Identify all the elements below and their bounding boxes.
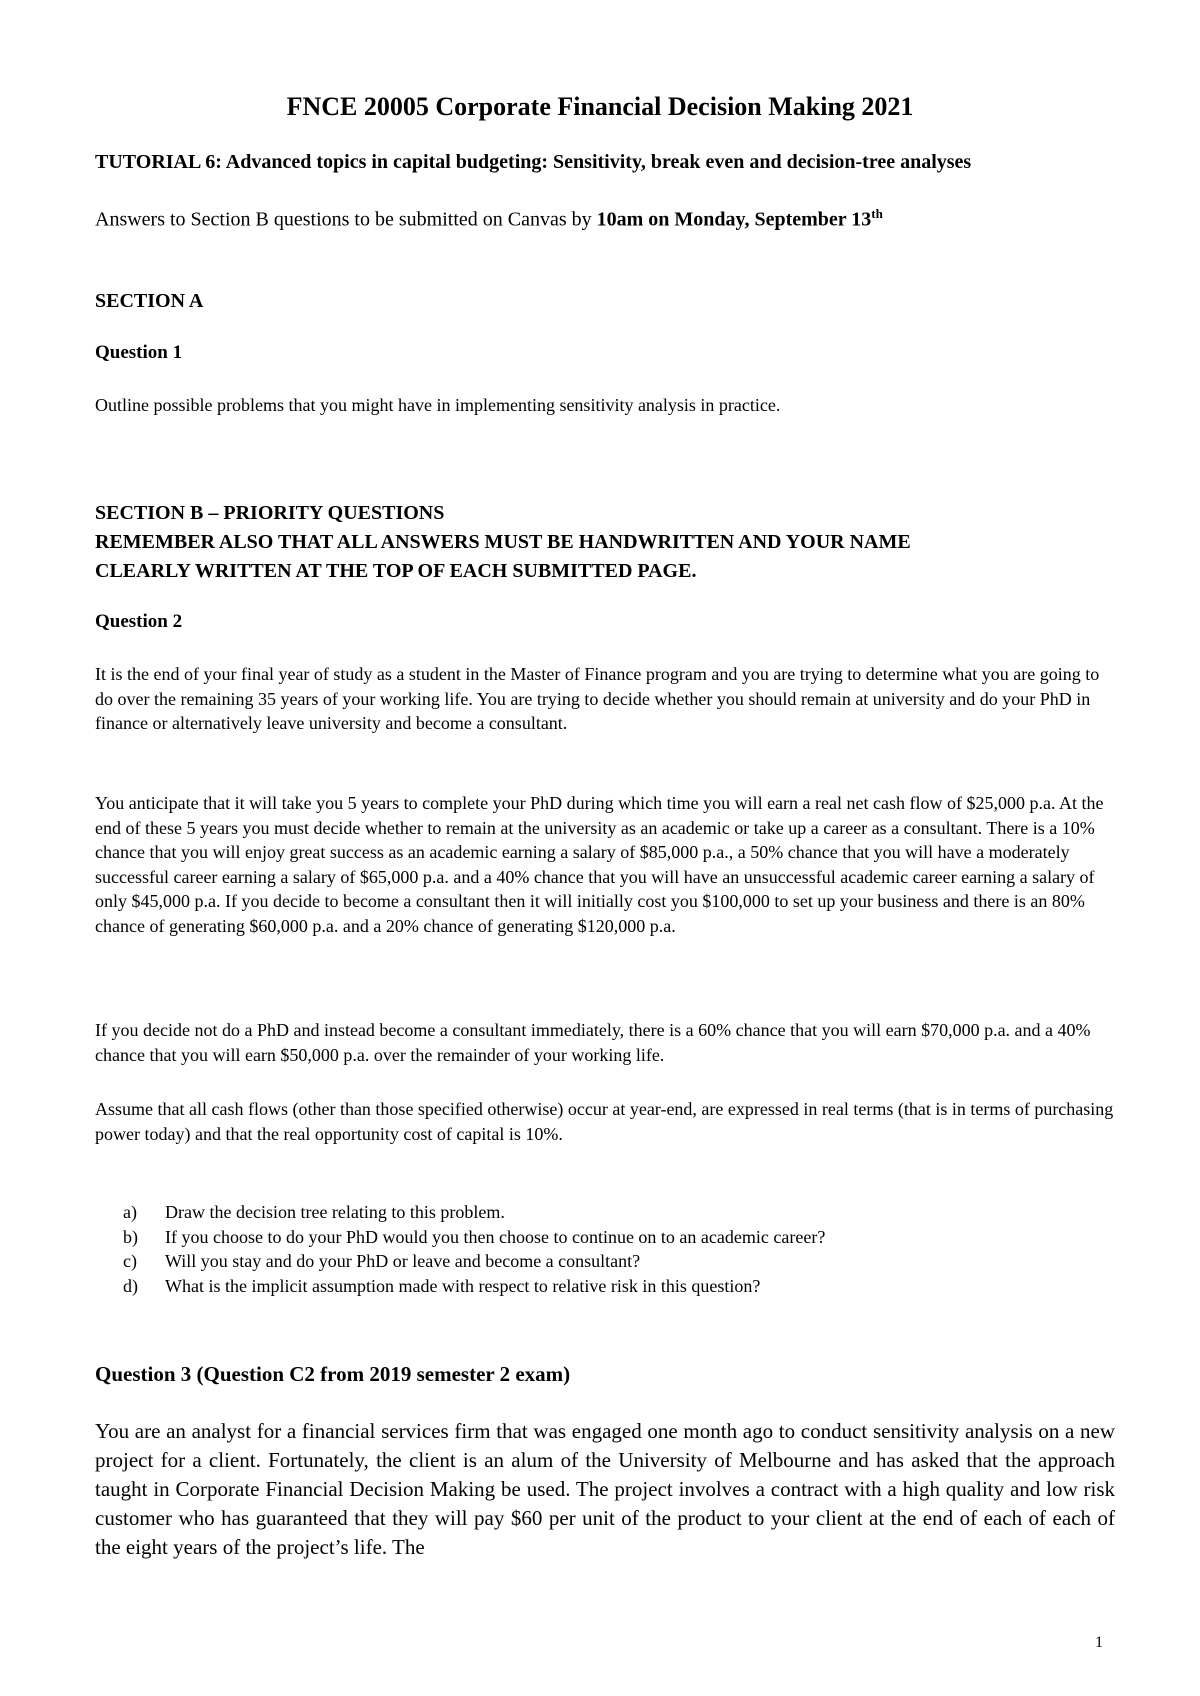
tutorial-heading: TUTORIAL 6: Advanced topics in capital budgeting: Sensitivity, break even and decision-tree analyses bbox=[95, 151, 972, 173]
submission-deadline-sup: th bbox=[871, 206, 883, 221]
list-item bbox=[95, 1274, 1115, 1299]
question-1-heading: Question 1 bbox=[95, 342, 183, 363]
list-item-text: Will you stay and do your PhD or leave and become a consultant? bbox=[165, 1251, 641, 1271]
question-3-text: You are an analyst for a financial services firm that was engaged one month ago to conduct sensitivity analysis on a new project for a client. Fortunately, the client is an alum of the University of Melbourne and has asked that the approach taught in Corporate Financial Decision Making be used. The project involves a contract with a high quality and low risk customer who has guaranteed that they will pay $60 per unit of the product to your client at the end of each of each of the eight years of the project’s life. The bbox=[95, 1419, 1115, 1559]
section-a-heading: SECTION A bbox=[95, 290, 204, 312]
question-2-paragraph: It is the end of your final year of study as a student in the Master of Finance program and you are trying to determine what you are going to do over the remaining 35 years of your working life. You are trying to decide whether you should remain at university and do your PhD in finance or alternatively leave university and become a consultant. bbox=[95, 664, 1100, 734]
list-item bbox=[95, 1225, 1115, 1250]
question-3-heading: Question 3 (Question C2 from 2019 semester 2 exam) bbox=[95, 1362, 571, 1386]
section-b-heading: SECTION B – PRIORITY QUESTIONS bbox=[95, 502, 445, 524]
question-2-heading: Question 2 bbox=[95, 611, 183, 632]
section-b-heading-block bbox=[95, 499, 1115, 586]
question-2-paragraph: If you decide not do a PhD and instead become a consultant immediately, there is a 60% chance that you will earn $70,000 p.a. and a 40% chance that you will earn $50,000 p.a. over the remainder of your working life. bbox=[95, 1020, 1091, 1065]
submission-note bbox=[95, 206, 1115, 232]
question-2-paragraph: Assume that all cash flows (other than those specified otherwise) occur at year-end, are expressed in real terms (that is in terms of purchasing power today) and that the real opportunity cost of capital is 10%. bbox=[95, 1099, 1114, 1144]
page-number: 1 bbox=[1095, 1634, 1103, 1651]
list-item-text: What is the implicit assumption made with respect to relative risk in this question? bbox=[165, 1275, 761, 1296]
list-marker: c) bbox=[123, 1251, 137, 1271]
list-marker: d) bbox=[123, 1275, 138, 1296]
question-2-subquestions bbox=[95, 1200, 1115, 1298]
list-item bbox=[95, 1200, 1115, 1225]
list-item bbox=[95, 1249, 1115, 1274]
section-b-reminder-line-1: REMEMBER ALSO THAT ALL ANSWERS MUST BE HANDWRITTEN AND YOUR NAME bbox=[95, 531, 911, 553]
list-item-text: If you choose to do your PhD would you then choose to continue on to an academic career? bbox=[165, 1226, 826, 1247]
submission-deadline: 10am on Monday, September 13 bbox=[596, 208, 872, 231]
question-2-paragraph: You anticipate that it will take you 5 years to complete your PhD during which time you will earn a real net cash flow of $25,000 p.a. At the end of these 5 years you must decide whether to remain at the university as an academic or take up a career as a consultant. There is a 10% chance that you will enjoy great success as an academic earning a salary of $85,000 p.a., a 50% chance that you will have a moderately successful career earning a salary of $65,000 p.a. and a 40% chance that you will have an unsuccessful academic career earning a salary of only $45,000 p.a. If you decide to become a consultant then it will initially cost you $100,000 to set up your business and there is an 80% chance of generating $60,000 p.a. and a 20% chance of generating $120,000 p.a. bbox=[95, 793, 1104, 936]
section-b-reminder-line-2: CLEARLY WRITTEN AT THE TOP OF EACH SUBMITTED PAGE. bbox=[95, 560, 697, 582]
question-1-text: Outline possible problems that you might have in implementing sensitivity analysis in practice. bbox=[95, 395, 781, 415]
document-title: FNCE 20005 Corporate Financial Decision Making 2021 bbox=[286, 92, 914, 121]
list-marker: a) bbox=[123, 1202, 137, 1222]
list-marker: b) bbox=[123, 1226, 138, 1247]
submission-prefix: Answers to Section B questions to be submitted on Canvas by bbox=[95, 208, 597, 231]
list-item-text: Draw the decision tree relating to this problem. bbox=[165, 1202, 505, 1222]
